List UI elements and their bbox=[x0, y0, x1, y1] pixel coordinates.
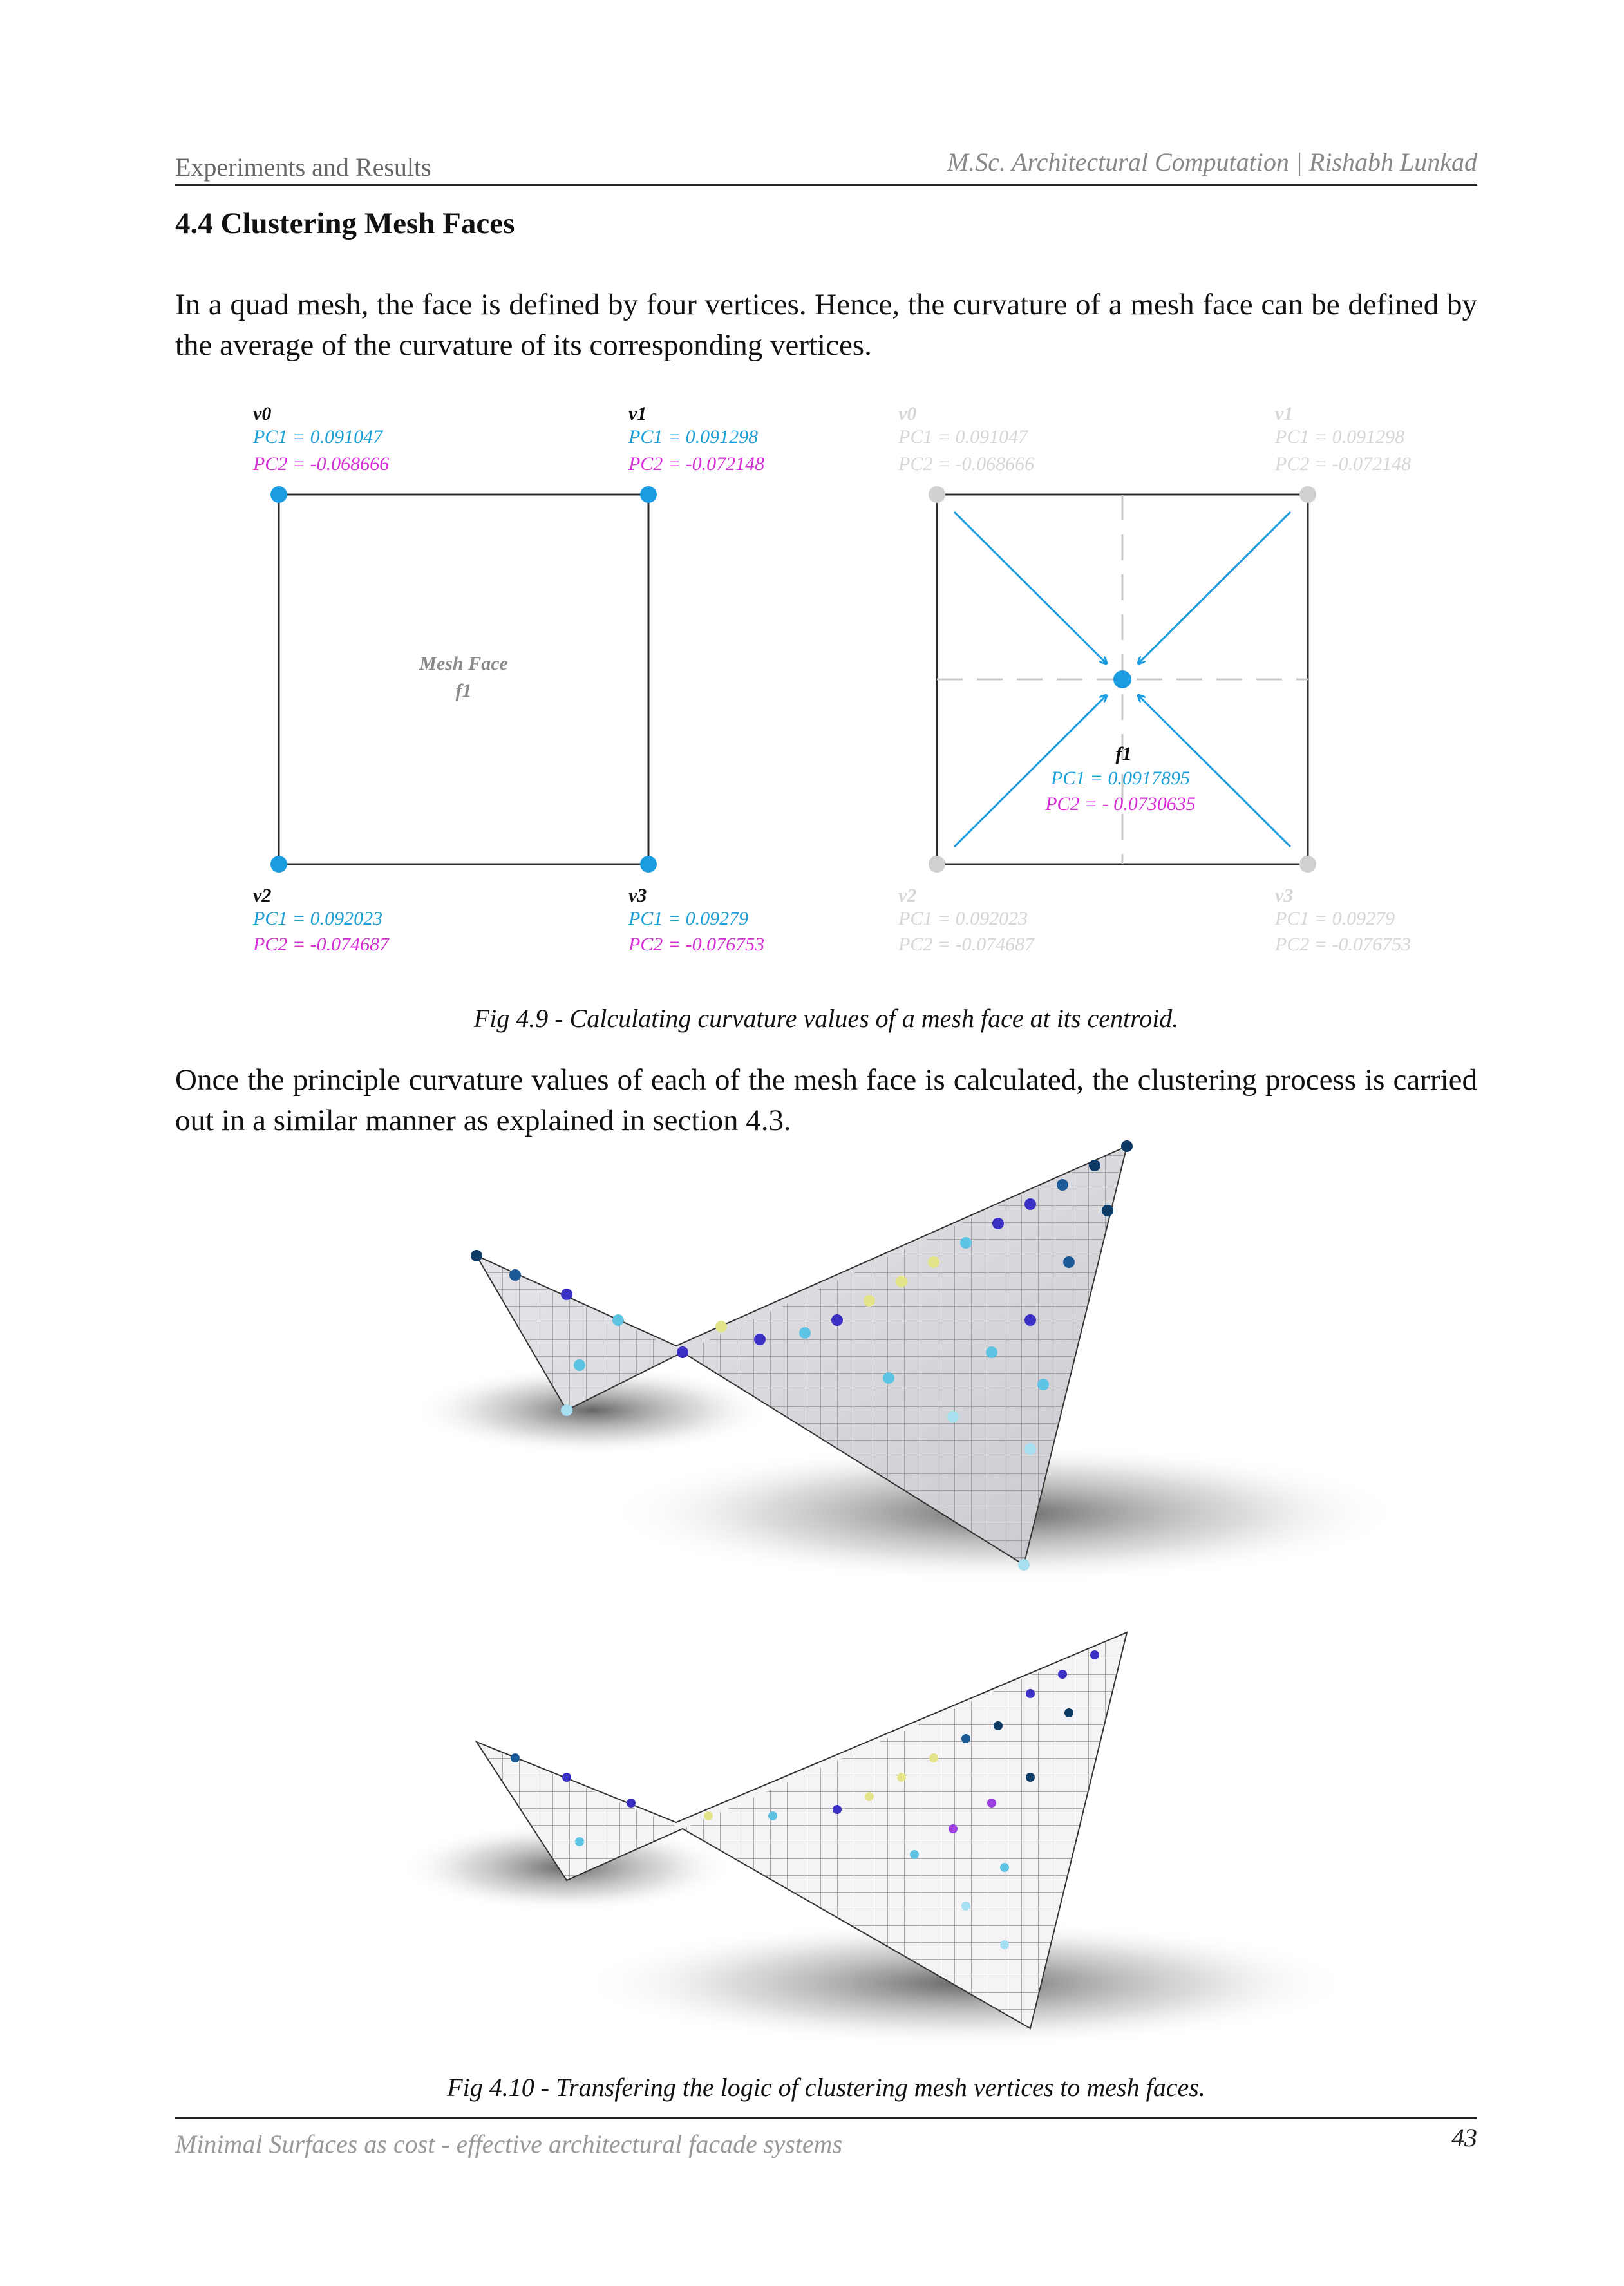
mesh-face-outline bbox=[279, 495, 648, 864]
mesh-faces-render bbox=[399, 1632, 1352, 2048]
centroid-pc1: PC1 = 0.0917895 bbox=[1050, 768, 1191, 789]
figure-4-9-caption: Fig 4.9 - Calculating curvature values of a mesh face at its centroid. bbox=[473, 1004, 1179, 1033]
v1-name: v1 bbox=[628, 403, 647, 424]
mesh-vertices-render bbox=[412, 1140, 1404, 1584]
paragraph-intro: In a quad mesh, the face is defined by four vertices. Hence, the curvature of a mesh face can be defined by the average of the curvature of its corresponding vertices. bbox=[175, 288, 1477, 362]
v2-pc2: PC2 = -0.074687 bbox=[253, 934, 390, 955]
mesh-face-id: f1 bbox=[455, 680, 472, 701]
running-header-thesis: M.Sc. Architectural Computation | Rishabh Lunkad bbox=[947, 147, 1477, 176]
vertex-v3-dot bbox=[640, 856, 657, 873]
footer-divider bbox=[175, 2117, 1477, 2119]
running-header-chapter: Experiments and Results bbox=[175, 153, 431, 182]
v0-pc1: PC1 = 0.091047 bbox=[253, 426, 383, 448]
v3-pc1: PC1 = 0.09279 bbox=[628, 908, 749, 929]
v3-pc2: PC2 = -0.076753 bbox=[628, 934, 765, 955]
page-number: 43 bbox=[1451, 2123, 1477, 2152]
faded-vertex-v3-dot bbox=[1299, 856, 1316, 873]
faded-v2-pc1: PC1 = 0.092023 bbox=[898, 908, 1028, 929]
faded-v2-name: v2 bbox=[898, 885, 917, 906]
figure-4-10-renders bbox=[0, 1133, 1624, 2099]
faded-v0-name: v0 bbox=[898, 403, 917, 424]
v0-pc2: PC2 = -0.068666 bbox=[253, 453, 390, 475]
v2-name: v2 bbox=[253, 885, 272, 906]
figure-4-10-caption: Fig 4.10 - Transfering the logic of clustering mesh vertices to mesh faces. bbox=[447, 2073, 1205, 2102]
footer-thesis-title: Minimal Surfaces as cost - effective architectural facade systems bbox=[175, 2130, 843, 2158]
arrow-from-v0 bbox=[954, 512, 1106, 663]
vertex-v1-dot bbox=[640, 486, 657, 503]
centroid-pc2: PC2 = - 0.0730635 bbox=[1045, 793, 1196, 815]
v1-pc2: PC2 = -0.072148 bbox=[628, 453, 765, 475]
vertex-v2-dot bbox=[270, 856, 287, 873]
section-title: 4.4 Clustering Mesh Faces bbox=[175, 207, 515, 240]
centroid-name: f1 bbox=[1115, 743, 1132, 764]
faded-v0-pc1: PC1 = 0.091047 bbox=[898, 426, 1028, 448]
vertex-v0-dot bbox=[270, 486, 287, 503]
paragraph-clustering: Once the principle curvature values of each of the mesh face is calculated, the clustering process is carried out in a similar manner as explained in section 4.3. bbox=[175, 1063, 1477, 1137]
faded-vertex-v2-dot bbox=[929, 856, 945, 873]
faded-v1-name: v1 bbox=[1275, 403, 1294, 424]
faded-vertex-v0-dot bbox=[929, 486, 945, 503]
arrow-from-v1 bbox=[1138, 512, 1290, 663]
v1-pc1: PC1 = 0.091298 bbox=[628, 426, 759, 448]
v2-pc1: PC1 = 0.092023 bbox=[253, 908, 383, 929]
v3-name: v3 bbox=[628, 885, 647, 906]
figure-4-9-diagram bbox=[0, 0, 1624, 1005]
faded-v3-pc1: PC1 = 0.09279 bbox=[1275, 908, 1395, 929]
centroid-dot bbox=[1113, 670, 1131, 688]
faded-v3-pc2: PC2 = -0.076753 bbox=[1275, 934, 1412, 955]
faded-v1-pc2: PC2 = -0.072148 bbox=[1275, 453, 1412, 475]
faded-v3-name: v3 bbox=[1275, 885, 1294, 906]
v0-name: v0 bbox=[253, 403, 272, 424]
faded-vertex-v1-dot bbox=[1299, 486, 1316, 503]
faded-v2-pc2: PC2 = -0.074687 bbox=[898, 934, 1035, 955]
faded-v1-pc1: PC1 = 0.091298 bbox=[1275, 426, 1405, 448]
faded-v0-pc2: PC2 = -0.068666 bbox=[898, 453, 1035, 475]
mesh-face-label: Mesh Face bbox=[419, 653, 508, 674]
